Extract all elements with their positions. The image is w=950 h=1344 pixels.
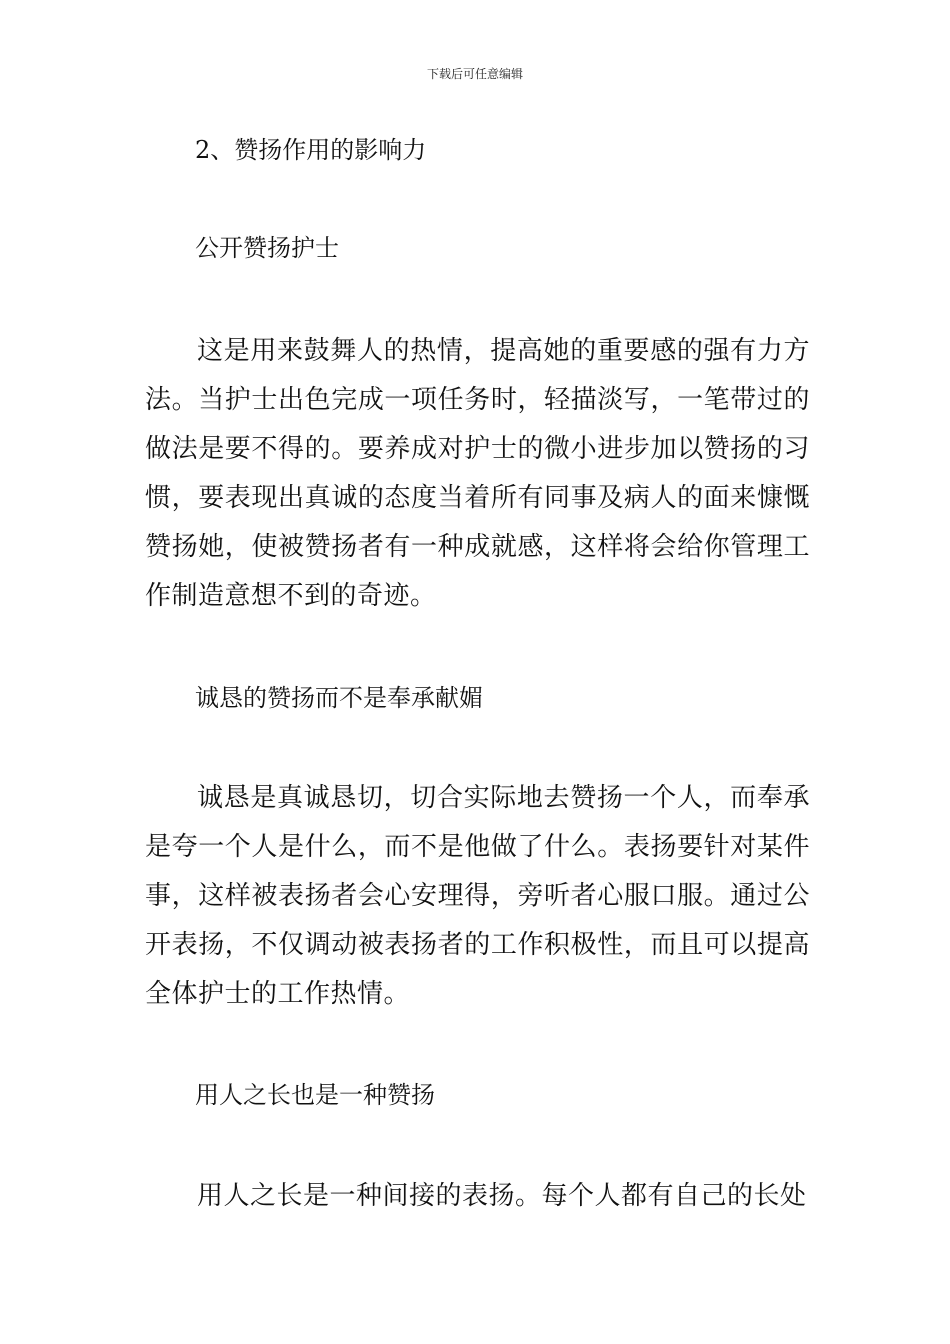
page-header: 下载后可任意编辑 — [426, 67, 523, 81]
subheading-public-praise: 公开赞扬护士 — [195, 234, 339, 262]
section-heading-influence: 2、赞扬作用的影响力 — [195, 136, 427, 164]
paragraph-use-strengths: 用人之长是一种间接的表扬。每个人都有自己的长处 — [197, 1181, 807, 1211]
paragraph-sincere-praise: 诚恳是真诚恳切，切合实际地去赞扬一个人，而奉承是夸一个人是什么，而不是他做了什么。表扬要针对某件事，这样被表扬者会心安理得，旁听者心服口服。通过公开表扬，不仅调动被表扬者的工作积极性，而且可以提高全体护士的工作热情。 — [145, 783, 810, 1009]
paragraph-public-praise: 这是用来鼓舞人的热情，提高她的重要感的强有力方法。当护士出色完成一项任务时，轻描淡写，一笔带过的做法是要不得的。要养成对护士的微小进步加以赞扬的习惯，要表现出真诚的态度当着所有同事及病人的面来慷慨赞扬她，使被赞扬者有一种成就感，这样将会给你管理工作制造意想不到的奇迹。 — [145, 336, 810, 611]
subheading-use-strengths: 用人之长也是一种赞扬 — [195, 1081, 435, 1109]
subheading-sincere-praise: 诚恳的赞扬而不是奉承献媚 — [195, 684, 483, 712]
